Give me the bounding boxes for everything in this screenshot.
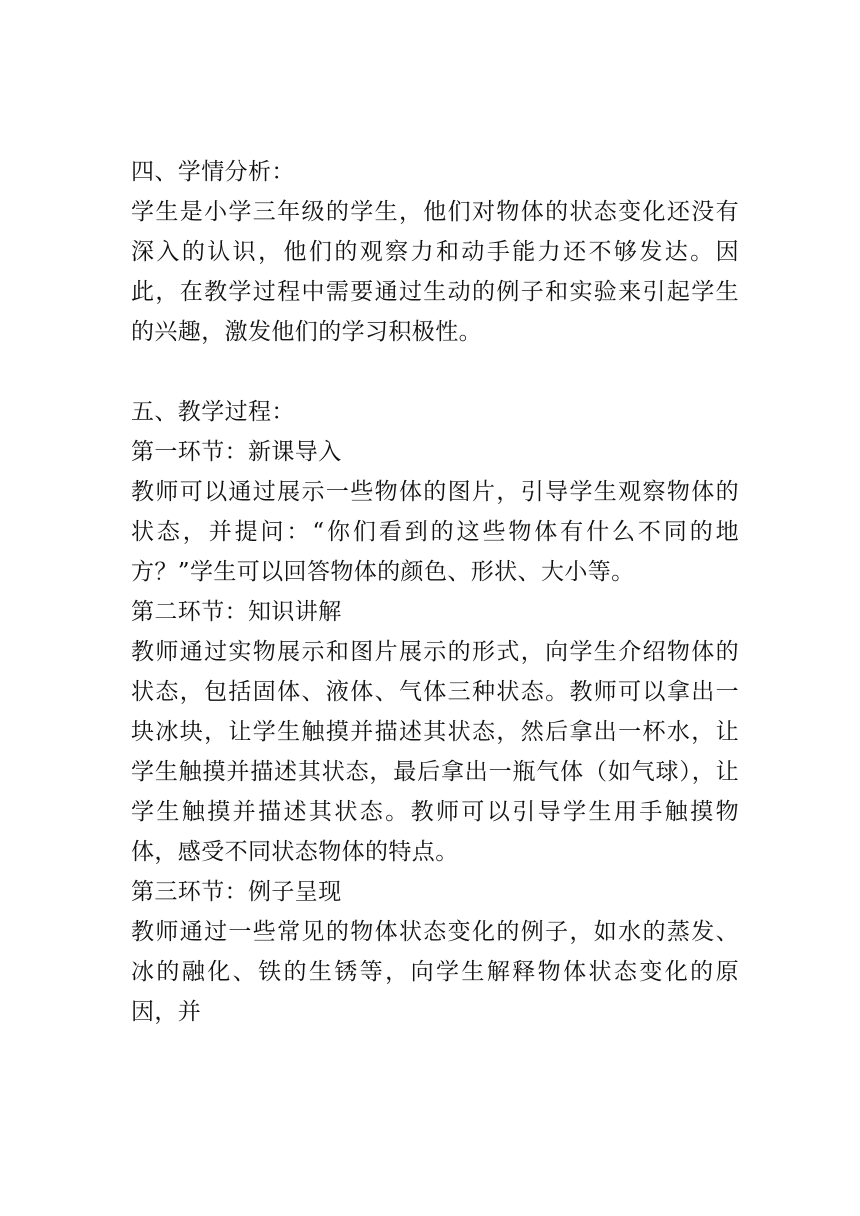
section-heading-learner-analysis: 四、学情分析：: [131, 159, 295, 185]
step-title-examples: 第三环节：例子呈现: [131, 879, 342, 905]
paragraph-learner-analysis: 学生是小学三年级的学生，他们对物体的状态变化还没有深入的认识，他们的观察力和动手能力还不够发达。因此，在教学过程中需要通过生动的例子和实验来引起学生的兴趣，激发他们的学习积极性。: [131, 199, 739, 345]
step-title-introduction: 第一环节：新课导入: [131, 439, 342, 465]
step-title-knowledge-explanation: 第二环节：知识讲解: [131, 599, 342, 625]
section-heading-teaching-process: 五、教学过程：: [131, 399, 295, 425]
paragraph-introduction: 教师可以通过展示一些物体的图片，引导学生观察物体的状态，并提问：“你们看到的这些物体有什么不同的地方？”学生可以回答物体的颜色、形状、大小等。: [131, 479, 739, 585]
paragraph-gap: [131, 352, 739, 392]
document-content: [131, 152, 739, 1032]
paragraph-examples: 教师通过一些常见的物体状态变化的例子，如水的蒸发、冰的融化、铁的生锈等，向学生解释物体状态变化的原因，并: [131, 919, 739, 1025]
paragraph-knowledge-explanation: 教师通过实物展示和图片展示的形式，向学生介绍物体的状态，包括固体、液体、气体三种状态。教师可以拿出一块冰块，让学生触摸并描述其状态，然后拿出一杯水，让学生触摸并描述其状态，最后拿出一瓶气体（如气球），让学生触摸并描述其状态。教师可以引导学生用手触摸物体，感受不同状态物体的特点。: [131, 639, 739, 865]
